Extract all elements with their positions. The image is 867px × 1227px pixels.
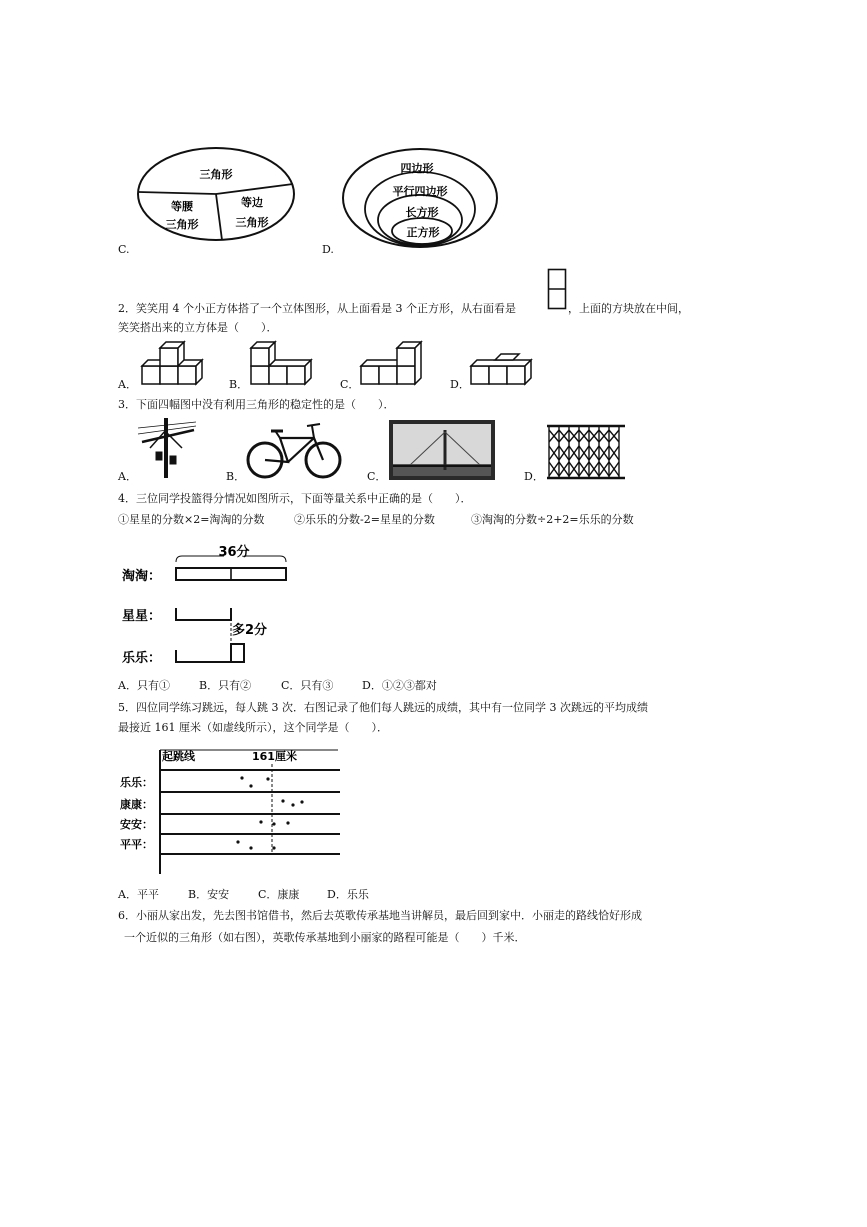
bridge-photo [389, 420, 495, 480]
name-xingxing: 星星： [122, 609, 162, 624]
pie-label-left-2: 三角形 [165, 218, 199, 231]
pie-label-right-2: 三角形 [235, 216, 269, 229]
q4-choice-b: B．只有② [199, 679, 252, 692]
row-label-pingping: 平平： [120, 838, 153, 851]
q3-option-c-label: C． [367, 470, 387, 483]
pie-label-right-1: 等边 [241, 196, 263, 209]
q4-choice-a: A．只有① [118, 679, 170, 692]
bicycle-image [244, 420, 344, 482]
q5-choice-c: C．康康 [258, 888, 300, 901]
q6-text-line2: 一个近似的三角形（如右图），英歌传承基地到小丽家的路程可能是（ ）千米． [124, 931, 526, 944]
start-line-label: 起跳线 [162, 750, 195, 763]
set-label-rectangle: 长方形 [405, 206, 439, 219]
total-label: 36分 [218, 545, 250, 560]
q4-relation-1: ①星星的分数×2=淘淘的分数 [118, 513, 265, 526]
name-taotao: 淘淘： [122, 569, 162, 584]
set-label-square: 正方形 [406, 226, 440, 239]
row-label-kangkang: 康康： [120, 798, 153, 811]
q2-option-d-label: D． [450, 378, 470, 391]
q5-text-line2: 最接近 161 厘米（如虚线所示），这个同学是（ ）． [118, 721, 388, 734]
set-label-quadrilateral: 四边形 [400, 162, 434, 175]
q5-choice-b: B．安安 [188, 888, 230, 901]
q6-text-line1: 6．小丽从家出发，先去图书馆借书，然后去英歌传承基地当讲解员，最后回到家中．小丽走的路线恰好形成 [118, 909, 642, 922]
power-pole-image [136, 418, 198, 478]
q5-text-line1: 5．四位同学练习跳远，每人跳 3 次．右图记录了他们每人跳远的成绩，其中有一位同学 3 次跳远的平均成绩 [118, 701, 648, 714]
q1-option-c: C. [118, 243, 130, 256]
q3-option-a-label: A． [118, 470, 137, 483]
q2-option-a-label: A． [118, 378, 137, 391]
q4-text: 4．三位同学投篮得分情况如图所示，下面等量关系中正确的是（ ）． [118, 492, 472, 505]
segment-bar-diagram [120, 540, 300, 670]
q2-option-c-label: C． [340, 378, 360, 391]
q2-text-part3: 笑笑搭出来的立方体是（ ）． [118, 321, 278, 334]
q5-choice-d: D．乐乐 [327, 888, 369, 901]
pie-diagram [134, 144, 298, 244]
more-2-label: 多2分 [232, 623, 268, 638]
q2-text-part2: ，上面的方块放在中间， [568, 302, 689, 315]
q3-option-b-label: B． [226, 470, 246, 483]
set-label-parallelogram: 平行四边形 [392, 185, 448, 198]
name-lele: 乐乐： [122, 651, 162, 666]
q4-relation-2: ②乐乐的分数-2=星星的分数 [294, 513, 435, 526]
row-label-anan: 安安： [120, 818, 153, 831]
q4-relation-3: ③淘淘的分数÷2+2=乐乐的分数 [471, 513, 634, 526]
q2-option-b-label: B． [229, 378, 249, 391]
cube-figure-b [247, 340, 315, 388]
row-label-lele: 乐乐： [120, 776, 153, 789]
folding-gate-image [545, 420, 627, 482]
mark-161-label: 161厘米 [252, 750, 297, 763]
q2-text-part1: 2．笑笑用 4 个小正方体搭了一个立体图形，从上面看是 3 个正方形，从右面看是 [118, 302, 516, 315]
cube-figure-c [357, 340, 425, 388]
q1-option-d: D. [322, 243, 334, 256]
pie-label-left-1: 等腰 [171, 200, 193, 213]
cube-figure-a [138, 340, 206, 388]
cube-figure-d [467, 350, 535, 388]
right-view-icon [547, 268, 567, 310]
q4-choice-d: D．①②③都对 [362, 679, 437, 692]
q3-text: 3．下面四幅图中没有利用三角形的稳定性的是（ ）． [118, 398, 395, 411]
q3-option-d-label: D． [524, 470, 544, 483]
nested-set-diagram [340, 146, 500, 250]
q4-choice-c: C．只有③ [281, 679, 334, 692]
pie-label-top: 三角形 [199, 168, 233, 181]
long-jump-diagram [118, 746, 344, 876]
q5-choice-a: A．平平 [118, 888, 159, 901]
